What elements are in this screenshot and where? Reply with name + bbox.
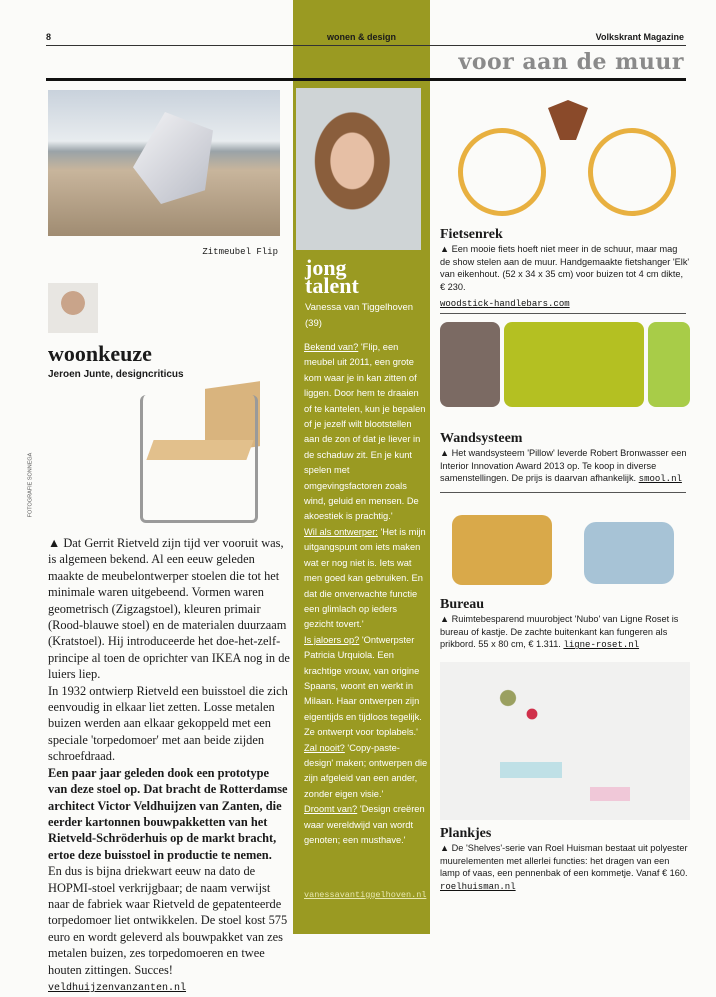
flip-chair-sculpture <box>133 112 213 204</box>
photo-caption: Zitmeubel Flip <box>202 247 278 257</box>
section-label: wonen & design <box>326 32 396 42</box>
product-text: ▲ Het wandsysteem 'Pillow' leverde Robert Bronwasser een Interior Innovation Award 2013 op. Te koop in diverse samenstellingen. De prijs is daarvan afhankelijk. <box>440 448 687 484</box>
wheel <box>588 128 676 216</box>
wheel <box>458 128 546 216</box>
wall-system-photo <box>440 320 690 426</box>
answer: 'Ontwerpster Patricia Urquiola. Een krachtige vrouw, van origine Spaans, woont en werkt in Milaan. Haar ontwerpen zijn eigentijds en tijdloos tegelijk. Ze ontwerpt voor toplabels.' <box>304 634 422 738</box>
product-title: Wandsysteem <box>440 431 523 446</box>
flowers <box>490 682 550 762</box>
product-plankjes <box>440 826 690 893</box>
product-description <box>440 447 690 486</box>
answer: 'Flip, een meubel uit 2011, een grote kom waar je in kan zitten of liggen. Door hem te draaien of te kantelen, kun je bepalen of je jezelf wilt blootstellen aan de zon of dat je liever in de schaduw zit. En je kunt spelen met omgevingsfactoren zoals wind, geluid en mensen. De akoestiek is prachtig.' <box>304 342 426 522</box>
product-text: ▲ De 'Shelves'-serie van Roel Huisman bestaat uit polyester muurelementen met allerlei functies: het dragen van een lamp of vaas, een pennenbak of een kommetje. Vanaf € 160. <box>440 843 688 879</box>
website-link[interactable]: veldhuijzenvanzanten.nl <box>48 982 187 994</box>
panel <box>504 322 644 407</box>
website-link[interactable]: vanessavantiggelhoven.nl <box>304 890 427 900</box>
website-link[interactable]: smool.nl <box>638 474 682 485</box>
product-bureau <box>440 597 690 652</box>
section-title-line: talent <box>305 273 359 298</box>
interview <box>304 340 428 848</box>
chair-frame <box>140 395 258 523</box>
designer-name: Vanessa van Tiggelhoven (39) <box>305 302 414 329</box>
page-number: 8 <box>46 32 52 42</box>
section-title-line: jong <box>305 255 347 280</box>
shelf <box>500 762 562 778</box>
wood-hanger <box>548 100 588 140</box>
designer-portrait <box>296 88 421 250</box>
bicycle-photo <box>440 88 690 224</box>
product-description <box>440 842 690 893</box>
website-link[interactable]: ligne-roset.nl <box>563 640 640 651</box>
website-link[interactable]: roelhuisman.nl <box>440 881 516 892</box>
photo-credit: FOTOGRAFIE SONNEGA <box>27 452 34 518</box>
shelf <box>590 787 630 801</box>
question: Zal nooit? <box>304 742 345 753</box>
question: Is jaloers op? <box>304 634 360 645</box>
website-link[interactable]: woodstick-handlebars.com <box>440 299 570 310</box>
question: Bekend van? <box>304 342 359 352</box>
product-title: Fietsenrek <box>440 227 503 242</box>
column-title: woonkeuze <box>48 341 152 366</box>
beach-photo <box>48 90 280 236</box>
product-fietsenrek <box>440 227 690 311</box>
byline: Jeroen Junte, designcriticus <box>48 369 184 380</box>
divider <box>440 492 686 493</box>
product-description <box>440 613 690 652</box>
section-title <box>305 255 359 298</box>
product-title: Plankjes <box>440 826 492 841</box>
answer: 'Copy-paste-design' maken; ontwerpen die zijn afgeleid van een ander, zonder eigen visie.' <box>304 742 428 799</box>
panel <box>440 322 500 407</box>
product-title: Bureau <box>440 597 485 612</box>
shelves-photo <box>440 662 690 820</box>
question: Wil als ontwerper: <box>304 526 378 537</box>
product-wandsysteem <box>440 431 690 486</box>
product-text: ▲ Ruimtebesparend muurobject 'Nubo' van Ligne Roset is bureau of kastje. De zachte buitenkant kan fungeren als prikbord. 55 x 80 cm, € 1.311. <box>440 614 679 650</box>
article-body <box>48 535 290 997</box>
desk-closed <box>584 522 674 584</box>
chair-photo <box>135 385 265 530</box>
magazine-name: Volkskrant Magazine <box>595 32 684 42</box>
paragraph: ▲ Dat Gerrit Rietveld zijn tijd ver vooruit was, is algemeen bekend. Al een eeuw geleden maakte de meubelontwerper stoelen die tot het minimale waren uitgebeend. Vormen waren geometrisch (Zigzagstoel), kleuren primair (Rood-blauwe stoel) en de materialen duurzaam (Kratstoel). Hij introduceerde het doe-het-zelf-principe al toen de oprichter van IKEA nog in de luiers liep. <box>48 536 290 682</box>
question: Droomt van? <box>304 804 358 815</box>
desk-open <box>452 515 552 585</box>
answer: 'Design creëren waar wereldwijd van wordt genoten; een musthave.' <box>304 804 425 845</box>
paragraph: Een paar jaar geleden dook een prototype van deze stoel op. Dat bracht de Rotterdamse architect Victor Veldhuijzen van Zanten, die eerder kartonnen bouwpakketten van het Rietveld-Schröderhuis op de markt bracht, ertoe deze buisstoel in productie te nemen. <box>48 765 288 862</box>
divider <box>46 78 686 81</box>
answer: 'Het is mijn uitgangspunt om iets maken wat er nog niet is. Iets wat men goed kan gebruiken. En dat die onverwachte functie een glimlach op ieders gezicht tovert.' <box>304 526 426 630</box>
critic-portrait <box>48 283 98 333</box>
page-kicker: voor aan de muur <box>458 49 684 75</box>
divider <box>46 45 686 46</box>
bureau-photo <box>440 500 690 594</box>
divider <box>440 313 686 314</box>
paragraph: In 1932 ontwierp Rietveld een buisstoel die zich eenvoudig in elkaar liet zetten. Losse metalen buizen werden aan elkaar gekoppeld met een speciale 'torpedomoer' met aan beide zijden schroefdraad. <box>48 683 288 764</box>
panel <box>648 322 690 407</box>
paragraph: En dus is bijna driekwart eeuw na dato de HOPMI-stoel verkrijgbaar; de naam verwijst naar de fabriek waar Rietveld de gepatenteerde torpedomoer liet ontwikkelen. De stoel kost 575 euro en wordt geleverd als bouwpakket van zes metalen buizen, zes torpedomoeren en twee houten zittingen. Succes! <box>48 864 288 977</box>
product-text: ▲ Een mooie fiets hoeft niet meer in de schuur, maar mag de show stelen aan de muur. Handgemaakte fietshanger 'Elk' van eikenhout. (52 x 34 x 35 cm) voor buizen tot 4 cm dikte, € 230. <box>440 244 690 292</box>
